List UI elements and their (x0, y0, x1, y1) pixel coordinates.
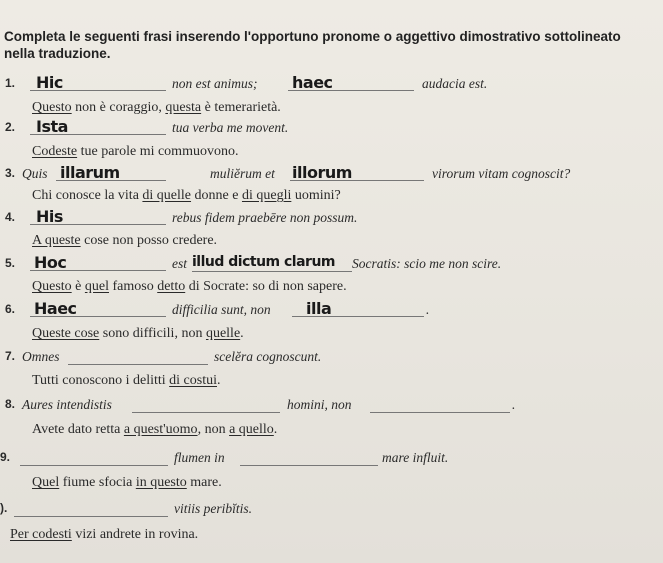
answer-blank[interactable] (20, 448, 168, 466)
exercise-7-translation: Tutti conoscono i delitti di costui. (32, 373, 221, 388)
item-number: 7. (5, 349, 16, 363)
latin-text: . (512, 397, 516, 412)
latin-text: scelĕra cognoscunt. (214, 349, 322, 364)
item-number: 9. (0, 450, 11, 464)
exercise-10-translation: Per codesti vizi andrete in rovina. (10, 527, 199, 542)
item-number: 1. (5, 76, 16, 90)
latin-text: homini, non (287, 397, 352, 412)
answer-blank[interactable]: Haec (30, 300, 166, 317)
latin-text: est (172, 256, 187, 271)
answer-blank[interactable]: Hic (30, 74, 166, 91)
exercise-8-translation: Avete dato retta a quest'uomo, non a quello. (32, 422, 278, 437)
latin-text: difficilia sunt, non (172, 302, 271, 317)
answer-blank[interactable]: His (30, 208, 166, 225)
latin-text: muliĕrum et (210, 166, 275, 181)
latin-text: Aures intendistis (22, 397, 112, 412)
item-number: 3. (5, 166, 16, 180)
answer-blank[interactable]: haec (288, 74, 414, 91)
latin-text: Socratis: scio me non scire. (352, 256, 502, 271)
answer-blank[interactable] (240, 448, 378, 466)
instruction-text: Completa le seguenti frasi inserendo l'opportuno pronome o aggettivo dimostrativo sottolineato nella traduzione. (4, 29, 621, 61)
answer-blank[interactable]: illarum (56, 164, 166, 181)
exercise-2-translation: Codeste tue parole mi commuovono. (32, 144, 239, 159)
latin-text: Quis (22, 166, 48, 181)
answer-blank[interactable] (132, 395, 280, 413)
exercise-6-translation: Queste cose sono difficili, non quelle. (32, 326, 244, 341)
answer-blank[interactable]: Ista (30, 118, 166, 135)
answer-blank[interactable]: illa (292, 300, 424, 317)
answer-blank[interactable]: Hoc (30, 254, 166, 271)
item-number: 6. (5, 302, 16, 316)
exercise-9-translation: Quel fiume sfocia in questo mare. (32, 475, 222, 490)
exercise-5-translation: Questo è quel famoso detto di Socrate: so di non sapere. (32, 279, 347, 294)
exercise-4-translation: A queste cose non posso credere. (32, 233, 218, 248)
item-number: 4. (5, 210, 16, 224)
exercise-1-translation: Questo non è coraggio, questa è temerarietà. (32, 100, 281, 115)
item-number: 8. (5, 397, 16, 411)
latin-text: non est animus; (172, 76, 258, 91)
latin-text: flumen in (174, 450, 225, 465)
latin-text: tua verba me movent. (172, 120, 289, 135)
latin-text: vitiis peribĭtis. (174, 501, 253, 516)
latin-text: mare influit. (382, 450, 449, 465)
answer-blank[interactable] (370, 395, 510, 413)
answer-blank[interactable] (14, 499, 168, 517)
latin-text: rebus fidem praebēre non possum. (172, 210, 358, 225)
item-number: ). (0, 501, 8, 515)
latin-text: . (426, 302, 430, 317)
exercise-3-translation: Chi conosce la vita di quelle donne e di quegli uomini? (32, 188, 341, 203)
item-number: 5. (5, 256, 16, 270)
latin-text: virorum vitam cognoscit? (432, 166, 571, 181)
latin-text: audacia est. (422, 76, 488, 91)
latin-text: Omnes (22, 349, 60, 364)
answer-blank[interactable]: illorum (290, 164, 424, 181)
answer-blank[interactable] (68, 347, 208, 365)
item-number: 2. (5, 120, 16, 134)
answer-blank[interactable]: illud dictum clarum (192, 254, 352, 272)
